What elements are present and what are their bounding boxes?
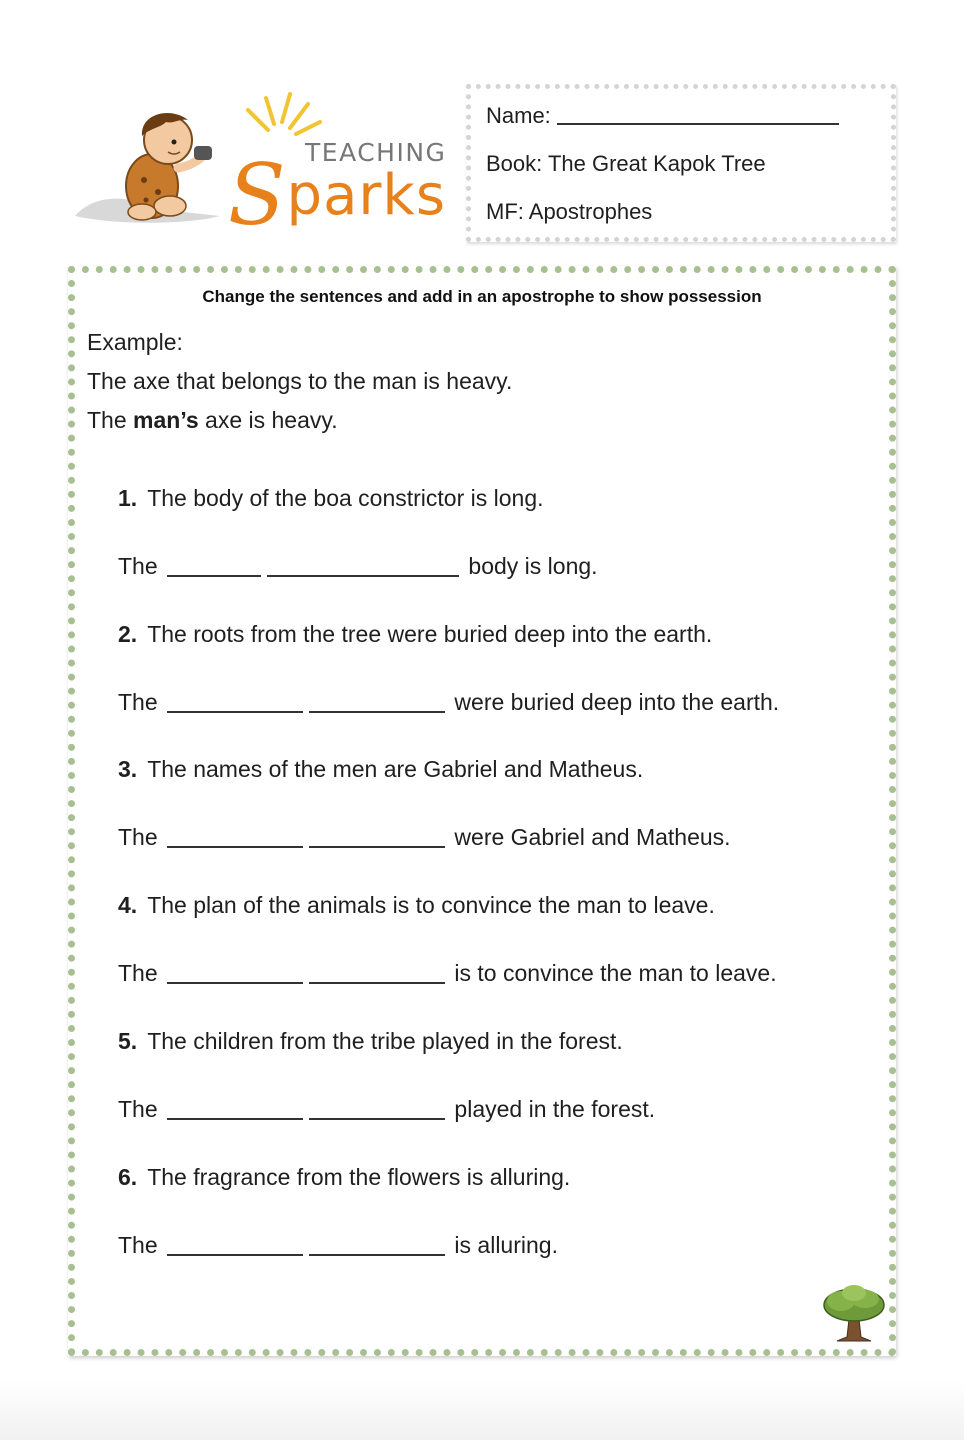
answer-prefix: The [118,824,158,850]
answer-1 [118,553,598,580]
answer-prefix: The [118,1232,158,1258]
answer-blank[interactable] [309,689,445,713]
question-number: 4. [118,892,138,918]
answer-blank[interactable] [309,824,445,848]
tree-icon [819,1281,889,1343]
answer-blank[interactable] [267,553,459,577]
logo-sparks-rest: parks [286,163,447,228]
page-bottom-shade [0,1380,964,1440]
name-line [486,103,839,129]
answer-blank[interactable] [167,553,261,577]
question-number: 5. [118,1028,138,1054]
example-answer [87,407,338,434]
answer-prefix: The [118,960,158,986]
example-answer-suffix: axe is heavy. [205,407,338,433]
logo-teaching-text: TEACHING [305,138,447,167]
answer-blank[interactable] [309,960,445,984]
answer-blank[interactable] [167,1232,303,1256]
answer-blank[interactable] [167,960,303,984]
student-info-box [466,84,896,242]
question-1 [118,485,544,512]
answer-4 [118,960,777,987]
answer-blank[interactable] [309,1096,445,1120]
example-label: Example: [87,329,183,355]
answer-2 [118,689,779,716]
book-line: Book: The Great Kapok Tree [486,151,766,176]
question-text: The fragrance from the flowers is alluring. [147,1164,571,1190]
answer-suffix: is to convince the man to leave. [454,960,777,986]
answer-3 [118,824,731,851]
answer-blank[interactable] [309,1232,445,1256]
mf-line: MF: Apostrophes [486,199,653,224]
question-number: 1. [118,485,138,511]
answer-suffix: played in the forest. [454,1096,656,1122]
example-answer-prefix: The [87,407,127,433]
question-2 [118,621,712,648]
question-4 [118,892,715,919]
answer-suffix: is alluring. [454,1232,558,1258]
name-blank[interactable] [557,103,839,125]
name-label: Name: [486,103,551,128]
question-text: The children from the tribe played in the forest. [147,1028,623,1054]
answer-prefix: The [118,689,158,715]
answer-6 [118,1232,558,1259]
question-number: 3. [118,756,138,782]
answer-prefix: The [118,1096,158,1122]
teaching-sparks-logo [70,88,450,244]
question-number: 6. [118,1164,138,1190]
answer-blank[interactable] [167,689,303,713]
question-text: The plan of the animals is to convince the man to leave. [147,892,715,918]
instruction-text: Change the sentences and add in an apostrophe to show possession [202,287,762,306]
example-sentence: The axe that belongs to the man is heavy. [87,368,513,394]
logo-sparks-initial: S [228,146,287,244]
question-3 [118,756,643,783]
answer-suffix: were Gabriel and Matheus. [454,824,731,850]
answer-suffix: were buried deep into the earth. [454,689,780,715]
question-6 [118,1164,570,1191]
question-text: The body of the boa constrictor is long. [147,485,544,511]
question-5 [118,1028,623,1055]
answer-5 [118,1096,655,1123]
answer-blank[interactable] [167,1096,303,1120]
answer-suffix: body is long. [468,553,598,579]
question-number: 2. [118,621,138,647]
example-answer-bold: man’s [133,407,199,433]
question-text: The names of the men are Gabriel and Matheus. [147,756,644,782]
logo-sparks-text [228,146,446,244]
question-text: The roots from the tree were buried deep into the earth. [147,621,713,647]
answer-prefix: The [118,553,158,579]
answer-blank[interactable] [167,824,303,848]
worksheet-panel [68,266,896,1356]
